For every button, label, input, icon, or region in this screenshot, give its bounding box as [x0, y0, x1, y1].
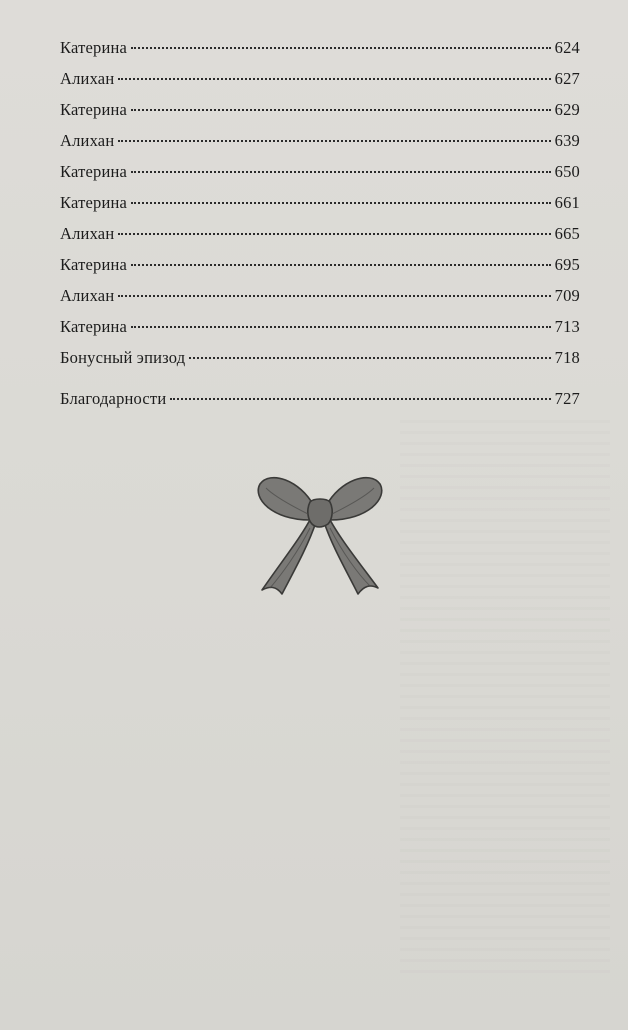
toc-entry — [60, 131, 580, 162]
dot-leader — [170, 398, 550, 400]
toc-entry-page: 661 — [554, 193, 580, 212]
toc-entry-label: Бонусный эпизод — [60, 348, 186, 367]
dot-leader — [131, 202, 551, 204]
toc-entry-page: 695 — [554, 255, 580, 274]
dot-leader — [131, 264, 551, 266]
toc-entry-label: Благодарности — [60, 389, 167, 408]
dot-leader — [131, 47, 551, 49]
toc-entry-acknowledgements — [60, 389, 580, 420]
toc-entry-label: Алихан — [60, 224, 115, 243]
toc-entry-label: Алихан — [60, 286, 115, 305]
toc-entry-page: 627 — [554, 69, 580, 88]
dot-leader — [118, 295, 550, 297]
toc-entry-label: Алихан — [60, 131, 115, 150]
toc-entry-label: Катерина — [60, 100, 128, 119]
toc-entry — [60, 224, 580, 255]
toc-entry-label: Катерина — [60, 193, 128, 212]
dot-leader — [131, 171, 551, 173]
toc-entry-page: 665 — [554, 224, 580, 243]
toc-entry-page: 713 — [554, 317, 580, 336]
toc-entry-page: 718 — [554, 348, 580, 367]
dot-leader — [118, 78, 550, 80]
toc-entry-page: 629 — [554, 100, 580, 119]
toc-entry — [60, 317, 580, 348]
dot-leader — [189, 357, 550, 359]
show-through-text — [400, 420, 610, 980]
toc-entry-page: 624 — [554, 38, 580, 57]
toc-entry-label: Катерина — [60, 162, 128, 181]
toc-entry — [60, 348, 580, 379]
dot-leader — [131, 109, 551, 111]
table-of-contents — [60, 38, 580, 420]
toc-entry-label: Катерина — [60, 317, 128, 336]
toc-entry — [60, 286, 580, 317]
toc-entry-label: Катерина — [60, 255, 128, 274]
toc-entry-label: Катерина — [60, 38, 128, 57]
toc-entry-page: 727 — [554, 389, 580, 408]
dot-leader — [118, 233, 550, 235]
bow-icon — [252, 466, 388, 602]
toc-entry-label: Алихан — [60, 69, 115, 88]
dot-leader — [131, 326, 551, 328]
toc-entry — [60, 255, 580, 286]
toc-entry — [60, 193, 580, 224]
toc-entry-page: 639 — [554, 131, 580, 150]
dot-leader — [118, 140, 550, 142]
toc-entry — [60, 100, 580, 131]
toc-entry — [60, 162, 580, 193]
toc-entry-page: 709 — [554, 286, 580, 305]
toc-entry — [60, 38, 580, 69]
toc-entry-page: 650 — [554, 162, 580, 181]
toc-entry — [60, 69, 580, 100]
